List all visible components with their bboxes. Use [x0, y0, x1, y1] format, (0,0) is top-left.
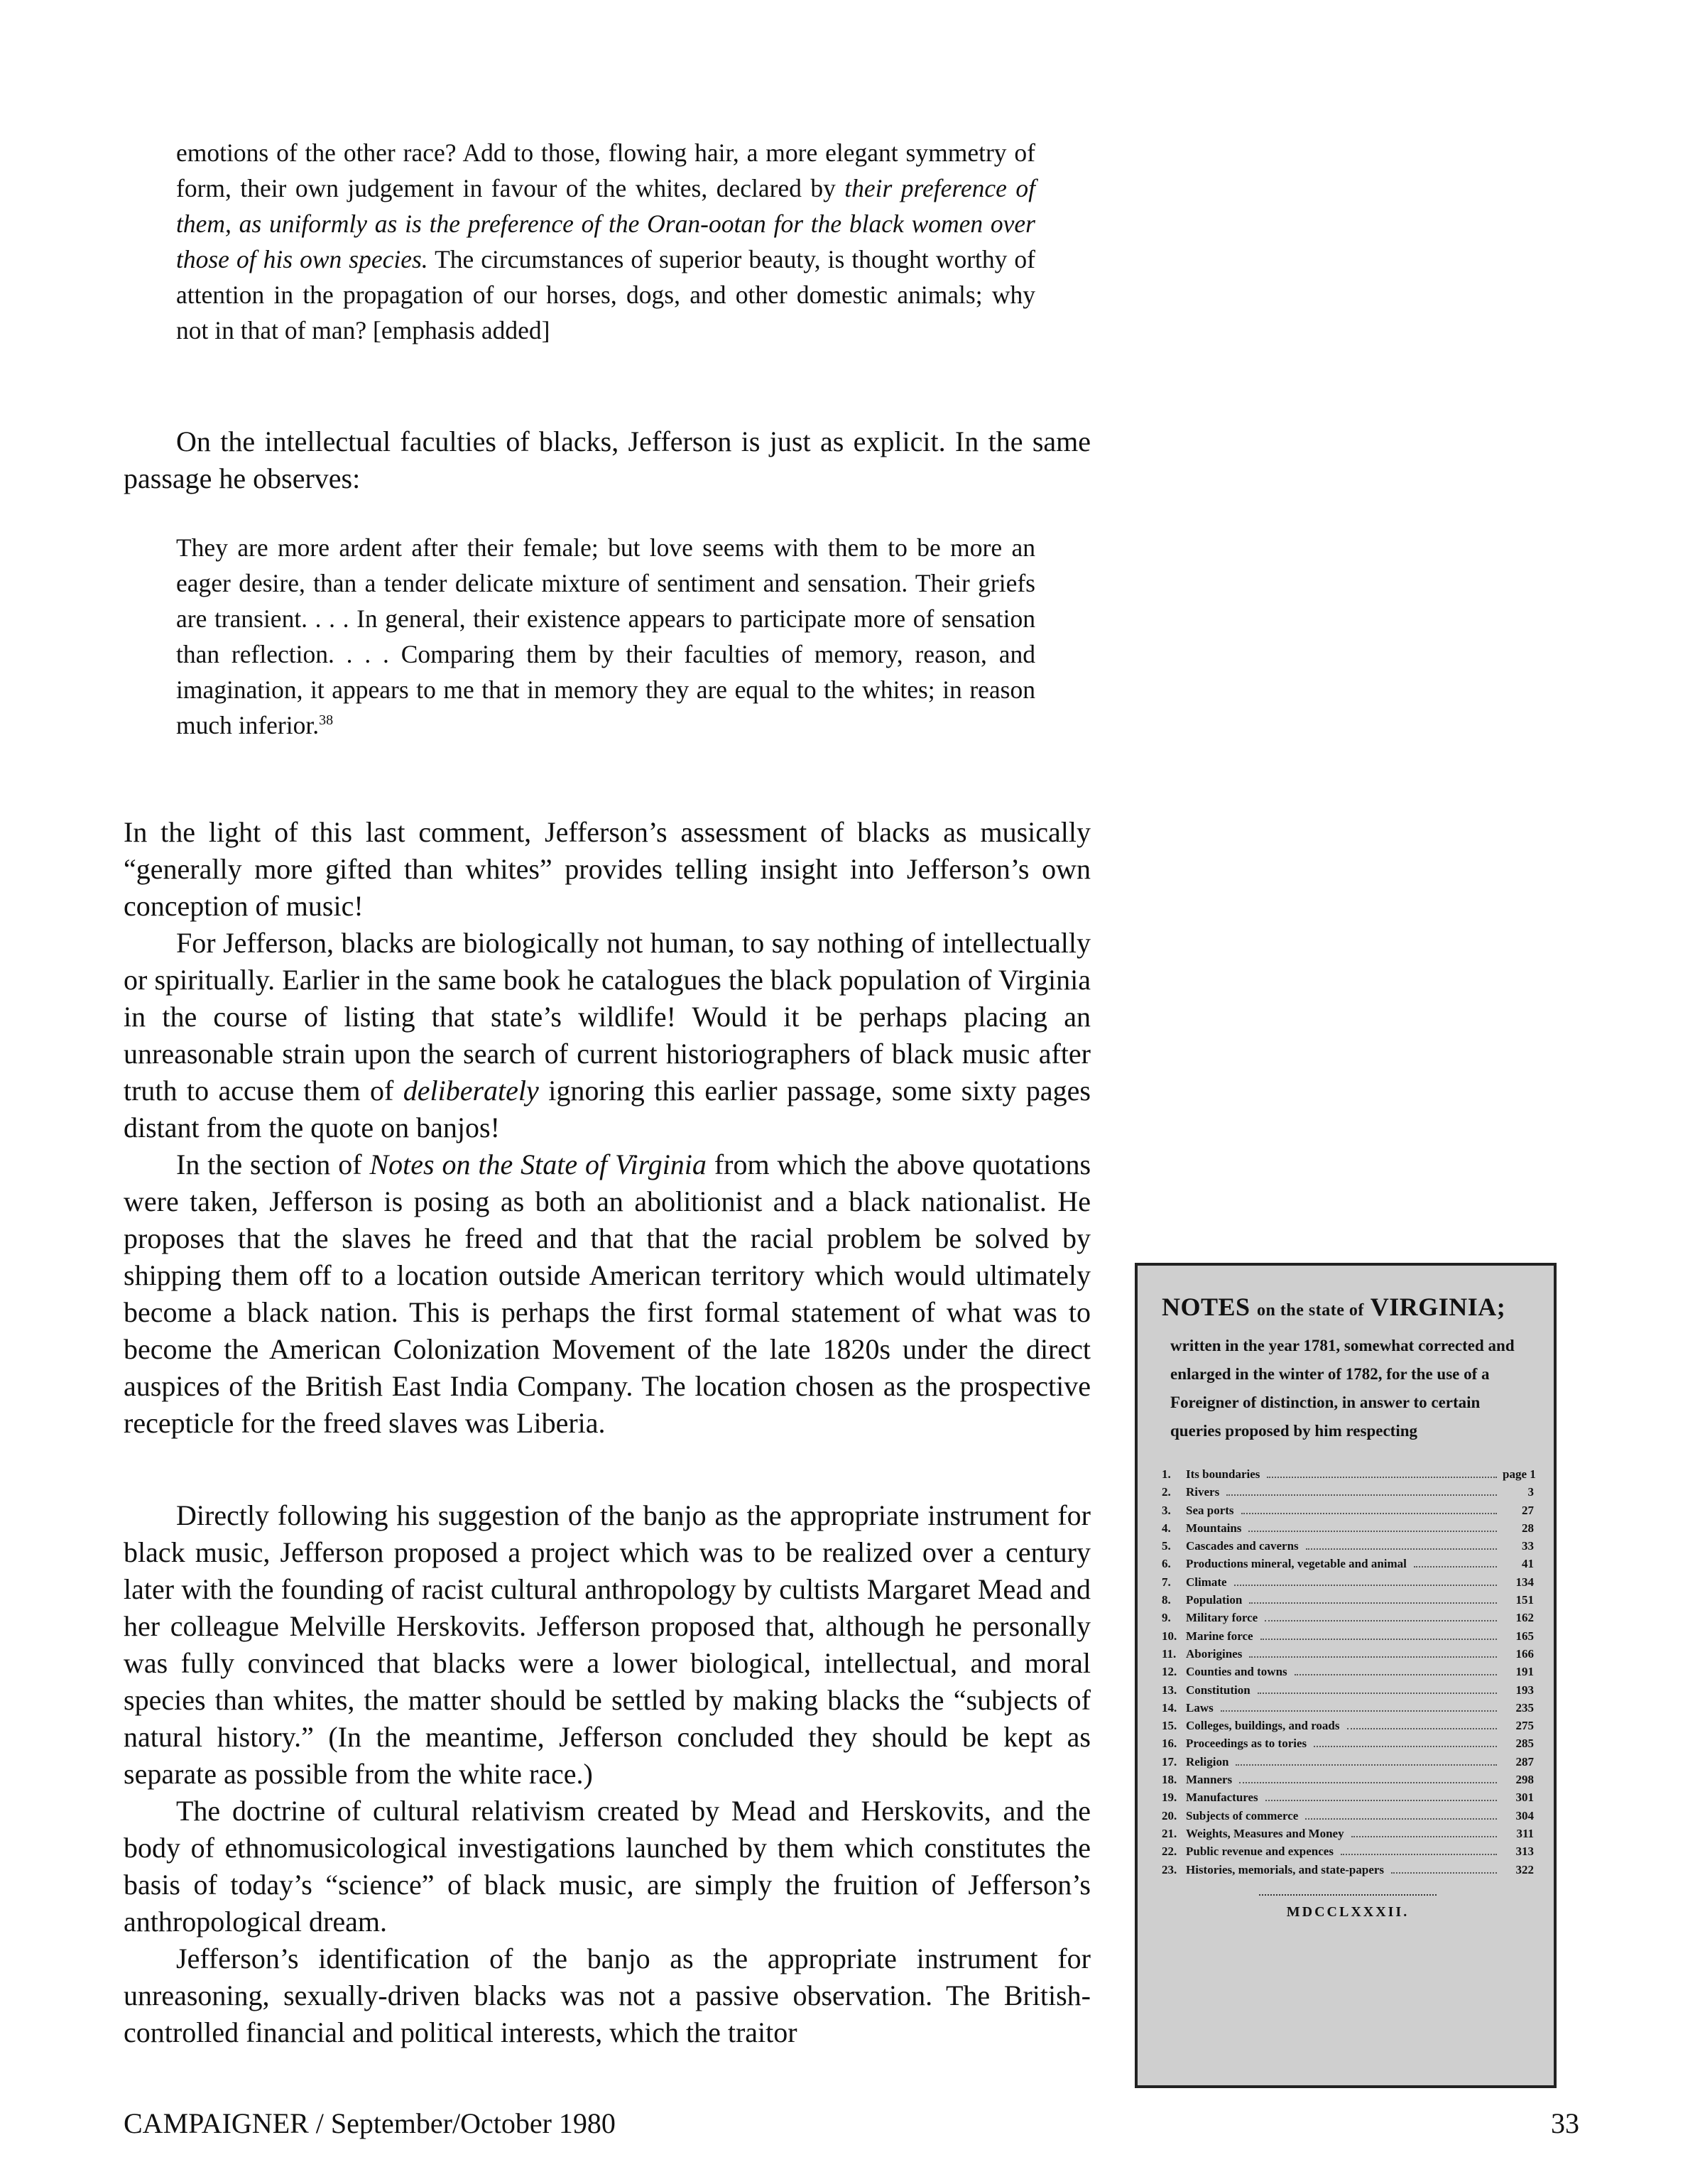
contents-entry-label: Manufactures: [1186, 1791, 1258, 1805]
contents-entry-page: 3: [1527, 1485, 1534, 1499]
contents-entry-number: 4.: [1162, 1521, 1171, 1535]
contents-leader-dots: [1248, 1531, 1497, 1532]
paragraph-3-lead: In the section of: [176, 1148, 370, 1180]
contents-entry-label: Cascades and caverns: [1186, 1539, 1299, 1553]
contents-entry-label: Proceedings as to tories: [1186, 1737, 1307, 1751]
contents-leader-dots: [1347, 1728, 1497, 1729]
contents-entry: [1162, 1483, 1534, 1501]
contents-leader-dots: [1249, 1656, 1497, 1658]
contents-entry: [1162, 1861, 1534, 1879]
contents-entry: [1162, 1663, 1534, 1680]
paragraph-2-emphasis: deliberately: [403, 1075, 539, 1107]
quote-1-text: [176, 135, 1035, 348]
contents-entry-page: 193: [1515, 1683, 1534, 1697]
contents-entry-number: 12.: [1162, 1665, 1177, 1679]
paragraph-4: Directly following his suggestion of the banjo as the appropriate instrument for black music, Jefferson proposed a project which was to be realized over a century later with the founding of racist cultural anthropology by cultists Margaret Mead and her colleague Melville Herskovits. Jefferson proposed that, although he personally was fully convinced that blacks were a lower biological, intellectual, and moral species than whites, the matter should be settled by making blacks the “subjects of natural history.” (In the meantime, Jefferson concluded they should be kept as separate as possible from the white race.): [124, 1499, 1091, 1790]
contents-entry-number: 18.: [1162, 1773, 1177, 1787]
block-quote-2: [176, 530, 1035, 743]
contents-entry: [1162, 1788, 1534, 1806]
contents-entry-number: 23.: [1162, 1862, 1177, 1876]
contents-entry-label: Its boundaries: [1186, 1467, 1260, 1481]
contents-entry-number: 14.: [1162, 1700, 1177, 1715]
contents-leader-dots: [1295, 1674, 1497, 1675]
contents-leader-dots: [1305, 1818, 1497, 1820]
contents-entry-label: Manners: [1186, 1773, 1233, 1787]
contents-leader-dots: [1241, 1513, 1497, 1514]
contents-entry-page: 151: [1515, 1593, 1534, 1607]
running-footer: CAMPAIGNER / September/October 1980: [124, 2107, 616, 2139]
contents-leader-dots: [1306, 1548, 1497, 1550]
contents-entry-label: Aborigines: [1186, 1646, 1243, 1661]
quote-2-text: [176, 530, 1035, 743]
contents-entry-number: 3.: [1162, 1503, 1171, 1517]
intro-paragraph: On the intellectual faculties of blacks, Jefferson is just as explicit. In the same passage he observes:: [124, 425, 1091, 494]
contents-leader-dots: [1258, 1693, 1497, 1694]
contents-entry-label: Histories, memorials, and state-papers: [1186, 1862, 1385, 1876]
contents-entry-page: 166: [1515, 1646, 1534, 1661]
contents-entry-page: 235: [1515, 1700, 1534, 1715]
contents-entry-page: 33: [1522, 1539, 1534, 1553]
contents-leader-dots: [1249, 1602, 1497, 1604]
page-number: 33: [1551, 2107, 1579, 2139]
contents-entry: [1162, 1842, 1534, 1860]
contents-entry-page: 301: [1515, 1791, 1534, 1805]
contents-leader-dots: [1221, 1710, 1497, 1712]
contents-entry-number: 20.: [1162, 1808, 1177, 1822]
contents-entry: [1162, 1627, 1534, 1645]
contents-leader-dots: [1314, 1746, 1497, 1747]
paragraph-6: Jefferson’s identification of the banjo as the appropriate instrument for unreasoning, sexually-driven blacks was not a passive observation. The British-controlled financial and political interests, which the traitor: [124, 1943, 1091, 2048]
contents-entry-number: 19.: [1162, 1791, 1177, 1805]
contents-leader-dots: [1260, 1639, 1497, 1640]
contents-entry-label: Colleges, buildings, and roads: [1186, 1719, 1340, 1733]
contents-entry-number: 17.: [1162, 1754, 1177, 1769]
contents-entry-page: 191: [1515, 1665, 1534, 1679]
contents-entry: [1162, 1519, 1534, 1537]
main-column: [124, 814, 1091, 1442]
contents-entry-number: 7.: [1162, 1575, 1171, 1589]
contents-entry: [1162, 1734, 1534, 1752]
contents-leader-dots: [1414, 1566, 1497, 1568]
contents-entry-label: Laws: [1186, 1700, 1214, 1715]
contents-entry-page: 311: [1516, 1826, 1534, 1840]
contents-leader-dots: [1234, 1585, 1497, 1586]
contents-entry-number: 16.: [1162, 1737, 1177, 1751]
contents-entry-number: 15.: [1162, 1719, 1177, 1733]
facsimile-title: [1162, 1291, 1534, 1326]
paragraph-2: [124, 925, 1091, 1146]
contents-entry-page: 322: [1515, 1862, 1534, 1876]
contents-entry: [1162, 1753, 1534, 1771]
facsimile-description: written in the year 1781, somewhat corrected and enlarged in the winter of 1782, for the use of a Foreigner of distinction, in answer to certain queries proposed by him respecting: [1170, 1337, 1515, 1440]
contents-entry-number: 1.: [1162, 1467, 1171, 1481]
paragraph-3: [124, 1146, 1091, 1442]
contents-entry-label: Sea ports: [1186, 1503, 1234, 1517]
paragraph-2-tail: ignoring this earlier passage, some sixty pages distant from the quote on banjos!: [124, 1075, 1091, 1143]
contents-entry: [1162, 1501, 1534, 1519]
contents-entry-number: 9.: [1162, 1611, 1171, 1625]
contents-entry: [1162, 1717, 1534, 1734]
contents-entry-page: 313: [1515, 1845, 1534, 1859]
contents-entry-page: 27: [1522, 1503, 1534, 1517]
contents-leader-dots: [1351, 1836, 1497, 1837]
contents-leader-dots: [1391, 1872, 1497, 1874]
contents-entry: [1162, 1465, 1534, 1483]
notes-on-virginia-facsimile: [1135, 1263, 1557, 2088]
contents-entry-number: 5.: [1162, 1539, 1171, 1553]
contents-entry-page: 275: [1515, 1719, 1534, 1733]
contents-entry-page: 304: [1515, 1808, 1534, 1822]
contents-entry-number: 10.: [1162, 1629, 1177, 1643]
contents-entry-label: Counties and towns: [1186, 1665, 1287, 1679]
contents-entry-page: 298: [1515, 1773, 1534, 1787]
contents-entry: [1162, 1825, 1534, 1842]
contents-leader-dots: [1236, 1764, 1497, 1766]
contents-entry-page: 285: [1515, 1737, 1534, 1751]
contents-entry-page: 41: [1522, 1557, 1534, 1571]
contents-entry-label: Constitution: [1186, 1683, 1251, 1697]
contents-entry-number: 8.: [1162, 1593, 1171, 1607]
contents-entry-number: 2.: [1162, 1485, 1171, 1499]
contents-entry-number: 22.: [1162, 1845, 1177, 1859]
intro-paragraph-block: [124, 423, 1091, 497]
contents-entry-label: Rivers: [1186, 1485, 1220, 1499]
contents-entry-page: 287: [1515, 1754, 1534, 1769]
contents-entry: [1162, 1537, 1534, 1555]
paragraph-2-lead: For Jefferson, blacks are biologically not human, to say nothing of intellectually or spiritually. Earlier in the same book he catalogues the black population of Virginia in the course of listing that state’s wildlife! Would it be perhaps placing an unreasonable strain upon the search of current historiographers of black music after truth to accuse them of: [124, 927, 1091, 1107]
contents-entry-label: Military force: [1186, 1611, 1258, 1625]
contents-entry-label: Marine force: [1186, 1629, 1253, 1643]
footnote-marker: 38: [319, 712, 334, 729]
contents-leader-dots: [1239, 1782, 1497, 1783]
paragraph-3-tail: from which the above quotations were taken, Jefferson is posing as both an abolitionist and a black nationalist. He proposes that the slaves he freed and that that the racial problem be solved by shipping them off to a location outside American territory which would ultimately become a black nation. This is perhaps the first formal statement of what was to become the American Colonization Movement of the late 1820s under the direct auspices of the British East India Company. The location chosen as the prospective recepticle for the freed slaves was Liberia.: [124, 1148, 1091, 1439]
contents-entry: [1162, 1681, 1534, 1699]
contents-entry-page: page 1: [1503, 1467, 1536, 1481]
contents-entry-page: 162: [1515, 1611, 1534, 1625]
contents-entry-label: Climate: [1186, 1575, 1227, 1589]
block-quote-1: [176, 135, 1035, 348]
quote-1-emphasis: their preference of them, as uniformly as is the preference of the Oran-ootan for the black women over those of his own species.: [176, 174, 1035, 273]
contents-entry-page: 134: [1515, 1575, 1534, 1589]
contents-entry-label: Mountains: [1186, 1521, 1242, 1535]
facsimile-divider: [1259, 1894, 1437, 1896]
contents-entry-label: Religion: [1186, 1754, 1229, 1769]
paragraph-1: In the light of this last comment, Jefferson’s assessment of blacks as musically “generally more gifted than whites” provides telling insight into Jefferson’s own conception of music!: [124, 816, 1091, 922]
contents-entry-number: 13.: [1162, 1683, 1177, 1697]
paragraph-5: The doctrine of cultural relativism created by Mead and Herskovits, and the body of ethnomusicological investigations launched by them which constitutes the basis of today’s “science” of black music, are simply the fruition of Jefferson’s anthropological dream.: [124, 1795, 1091, 1938]
contents-entry-label: Productions mineral, vegetable and animal: [1186, 1557, 1407, 1571]
contents-entry-number: 11.: [1162, 1646, 1177, 1661]
facsimile-title-small: on the state of: [1257, 1301, 1364, 1320]
contents-entry: [1162, 1573, 1534, 1591]
quote-1-tail: The circumstances of superior beauty, is thought worthy of attention in the propagation of our horses, dogs, and other domestic animals; why not in that of man? [emphasis added]: [176, 245, 1035, 344]
contents-entry-page: 165: [1515, 1629, 1534, 1643]
contents-entry: [1162, 1645, 1534, 1663]
contents-entry-label: Subjects of commerce: [1186, 1808, 1299, 1822]
quote-1-lead: emotions of the other race? Add to those, flowing hair, a more elegant symmetry of form, their own judgement in favour of the whites, declared by: [176, 138, 1035, 202]
book-title: Notes on the State of Virginia: [369, 1148, 707, 1180]
contents-entry: [1162, 1591, 1534, 1609]
contents-entry-number: 21.: [1162, 1826, 1177, 1840]
contents-leader-dots: [1226, 1494, 1497, 1496]
facsimile-date: MDCCLXXXII.: [1286, 1903, 1410, 1920]
facsimile-title-main: NOTES: [1162, 1293, 1251, 1321]
contents-leader-dots: [1265, 1800, 1497, 1801]
contents-entry-label: Public revenue and expences: [1186, 1845, 1334, 1859]
lower-column: [124, 1497, 1091, 2051]
contents-entry-page: 28: [1522, 1521, 1534, 1535]
quote-2-body: They are more ardent after their female; but love seems with them to be more an eager desire, than a tender delicate mixture of sentiment and sensation. Their griefs are transient. . . . In general, their existence appears to participate more of sensation than reflection. . . . Comparing them by their faculties of memory, reason, and imagination, it appears to me that in memory they are equal to the whites; in reason much inferior.: [176, 533, 1035, 739]
contents-entry: [1162, 1555, 1534, 1572]
contents-leader-dots: [1267, 1477, 1497, 1478]
contents-entry-number: 6.: [1162, 1557, 1171, 1571]
facsimile-contents-list: [1162, 1465, 1534, 1879]
contents-leader-dots: [1265, 1620, 1497, 1621]
contents-entry-label: Population: [1186, 1593, 1243, 1607]
contents-entry: [1162, 1807, 1534, 1825]
facsimile-title-end: VIRGINIA;: [1370, 1293, 1506, 1321]
contents-leader-dots: [1341, 1854, 1497, 1855]
contents-entry: [1162, 1699, 1534, 1717]
contents-entry-label: Weights, Measures and Money: [1186, 1826, 1344, 1840]
contents-entry: [1162, 1609, 1534, 1626]
contents-entry: [1162, 1771, 1534, 1788]
